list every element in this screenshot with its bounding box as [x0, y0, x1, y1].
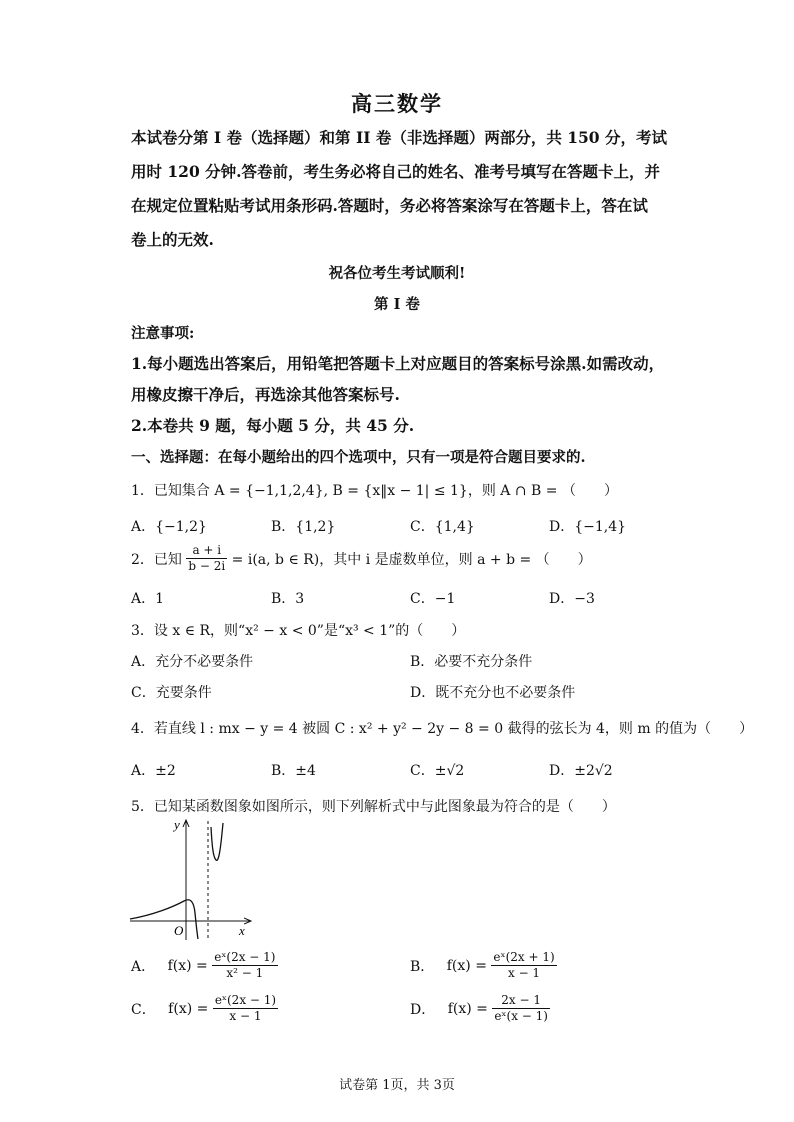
q2-frac-denominator: b − 2i — [188, 559, 226, 573]
greeting: 祝各位考生考试顺利! — [328, 265, 466, 282]
q5-option-c[interactable] — [131, 993, 278, 1024]
question-5-stem: 5．已知某函数图象如图所示，则下列解析式中与此图象最为符合的是（ ） — [131, 799, 616, 815]
intro-line-3: 在规定位置粘贴考试用条形码.答题时，务必将答案涂写在答题卡上，答在试 — [131, 196, 648, 215]
y-axis-label: y — [174, 817, 180, 832]
part-heading: 一、选择题：在每小题给出的四个选项中，只有一项是符合题目要求的. — [131, 449, 586, 466]
q2-option-c[interactable]: C．−1 — [410, 591, 456, 607]
q4-option-d[interactable]: D．±2√2 — [549, 763, 613, 779]
q2-option-a[interactable]: A．1 — [131, 591, 165, 607]
q4-option-a[interactable]: A．±2 — [131, 763, 176, 779]
q5-function-graph — [128, 815, 258, 945]
question-4-stem: 4．若直线 l : mx − y = 4 被圆 C : x² + y² − 2y − 8 = 0 截得的弦长为 4，则 m 的值为（ ） — [131, 721, 754, 737]
q5-option-a-pre: f(x) = — [167, 957, 208, 974]
q5-option-c-numerator: eˣ(2x − 1) — [214, 993, 277, 1007]
q5-option-a-label: A． — [131, 958, 156, 975]
q3-option-b[interactable]: B．必要不充分条件 — [410, 654, 533, 670]
question-1-stem: 1．已知集合 A = {−1,1,2,4}, B = {x‖x − 1| ≤ 1}，则 A ∩ B = （ ） — [131, 483, 618, 499]
q5-option-c-denominator: x − 1 — [229, 1009, 262, 1023]
q1-option-d[interactable]: D．{−1,4} — [549, 519, 627, 535]
q5-option-b[interactable] — [410, 950, 557, 981]
q5-option-d-pre: f(x) = — [447, 1000, 488, 1017]
notes-line-2: 用橡皮擦干净后，再选涂其他答案标号. — [131, 385, 400, 404]
q5-option-d-label: D． — [410, 1001, 436, 1018]
origin-label: O — [174, 923, 184, 938]
q2-stem-post: = i(a, b ∈ R)，其中 i 是虚数单位，则 a + b = （ ） — [231, 551, 592, 568]
q5-option-a-numerator: eˣ(2x − 1) — [214, 950, 276, 964]
q5-option-d-numerator: 2x − 1 — [492, 993, 550, 1009]
page-title: 高三数学 — [351, 91, 443, 116]
q2-fraction — [186, 543, 227, 574]
q5-option-d[interactable] — [410, 993, 550, 1024]
question-3-stem: 3．设 x ∈ R，则“x² − x < 0”是“x³ < 1”的（ ） — [131, 623, 466, 639]
q5-option-c-pre: f(x) = — [168, 1000, 209, 1017]
curve-left-branch — [130, 900, 198, 939]
question-2-stem — [131, 543, 592, 574]
q3-option-d[interactable]: D．既不充分也不必要条件 — [410, 685, 576, 701]
notes-line-3: 2.本卷共 9 题，每小题 5 分，共 45 分. — [131, 416, 415, 435]
q5-option-d-fraction — [492, 993, 550, 1024]
intro-line-1: 本试卷分第 I 卷（选择题）和第 II 卷（非选择题）两部分，共 150 分，考试 — [131, 128, 667, 147]
q4-option-c[interactable]: C．±√2 — [410, 763, 465, 779]
q2-stem-pre: 2．已知 — [131, 551, 182, 568]
curve-right-branch — [211, 823, 223, 860]
q5-option-d-denominator: eˣ(x − 1) — [494, 1009, 548, 1023]
q5-option-b-pre: f(x) = — [446, 957, 487, 974]
q5-option-a-fraction — [212, 950, 277, 981]
q3-option-a[interactable]: A．充分不必要条件 — [131, 654, 254, 670]
q5-option-b-fraction — [491, 950, 556, 981]
notes-line-1: 1.每小题选出答案后，用铅笔把答题卡上对应题目的答案标号涂黑.如需改动， — [131, 354, 665, 373]
q5-option-c-fraction — [213, 993, 278, 1024]
q5-option-c-label: C． — [131, 1001, 156, 1018]
q2-option-b[interactable]: B．3 — [271, 591, 305, 607]
notes-heading: 注意事项: — [131, 325, 195, 342]
page-footer: 试卷第 1页，共 3页 — [339, 1078, 455, 1093]
q3-option-c[interactable]: C．充要条件 — [131, 685, 212, 701]
section-heading: 第 I 卷 — [374, 296, 420, 313]
q1-option-a[interactable]: A．{−1,2} — [131, 519, 207, 535]
q5-option-a-denominator: x² − 1 — [226, 966, 264, 980]
q4-option-b[interactable]: B．±4 — [271, 763, 316, 779]
q1-option-b[interactable]: B．{1,2} — [271, 519, 336, 535]
q5-option-b-numerator: eˣ(2x + 1) — [493, 950, 555, 964]
q5-option-a[interactable] — [131, 950, 278, 981]
x-axis-label: x — [239, 923, 245, 938]
intro-line-4: 卷上的无效. — [131, 230, 214, 249]
q2-frac-numerator: a + i — [186, 543, 227, 559]
q5-option-b-denominator: x − 1 — [507, 966, 541, 980]
q2-option-d[interactable]: D．−3 — [549, 591, 595, 607]
intro-line-2: 用时 120 分钟.答卷前，考生务必将自己的姓名、准考号填写在答题卡上，并 — [131, 162, 661, 181]
q5-option-b-label: B． — [410, 958, 435, 975]
q1-option-c[interactable]: C．{1,4} — [410, 519, 475, 535]
